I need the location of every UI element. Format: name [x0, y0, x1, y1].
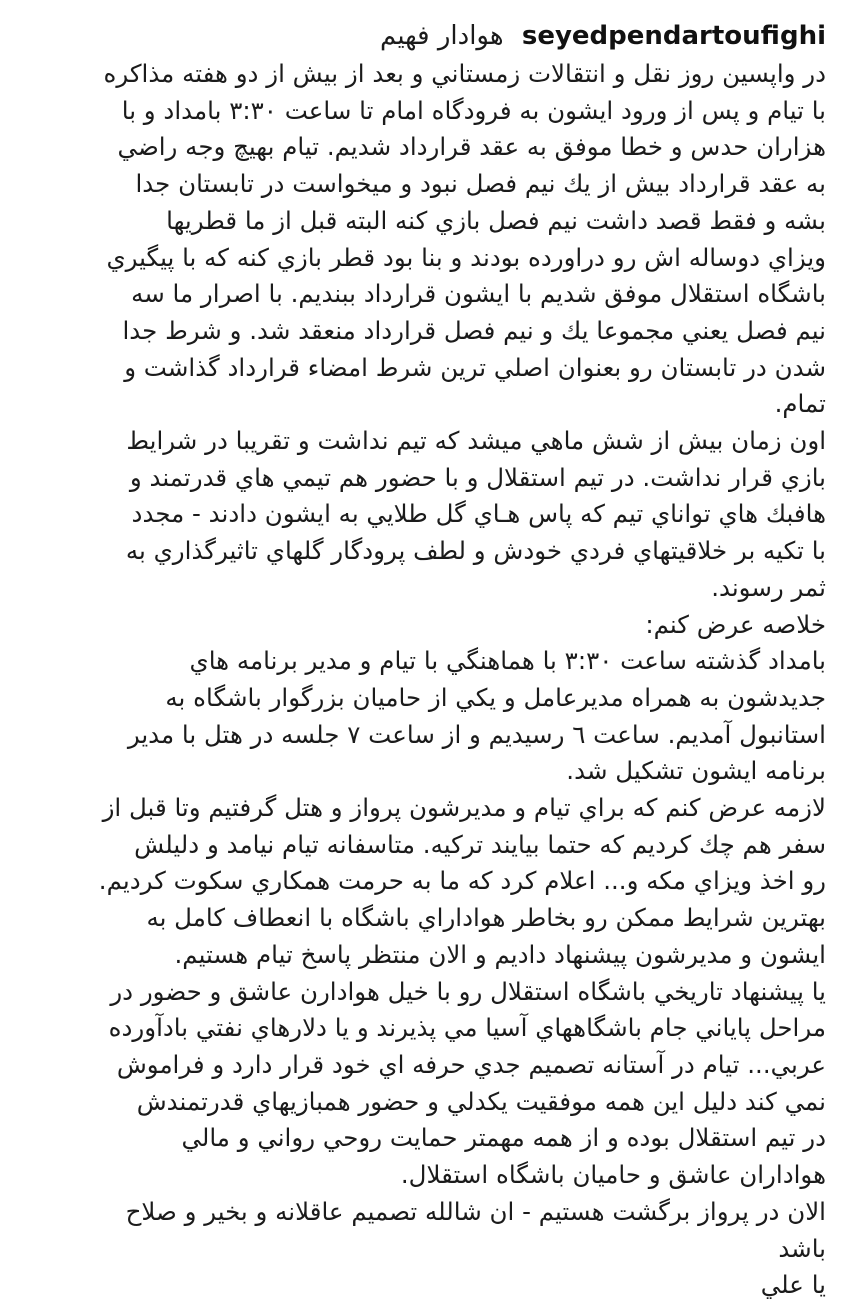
caption-first-text: هوادار فهيم: [380, 21, 504, 51]
caption-line: استانبول آمديم. ساعت ٦ رسيديم و از ساعت ٧ جلسه در هتل با مدير: [127, 719, 826, 749]
caption-line: عربي... تيام در آستانه تصميم جدي حرفه اي خود قرار دارد و فراموش: [116, 1049, 826, 1079]
caption-header: [22, 16, 826, 56]
caption-line: هزاران حدس و خطا موفق به عقد قرارداد شديم. تيام بهيچ وجه راضي: [117, 132, 826, 162]
caption-line: بهترين شرايط ممكن رو بخاطر هواداراي باشگاه با انعطاف كامل به: [146, 903, 826, 933]
caption-line: در تيم استقلال بوده و از همه مهمتر حمايت روحي رواني و مالي: [181, 1123, 826, 1153]
caption-line: ويزاي دوساله اش رو دراورده بودند و بنا بود قطر بازي كنه كه با پيگيري: [106, 242, 826, 272]
caption-line: لازمه عرض كنم كه براي تيام و مديرشون پرواز و هتل گرفتيم وتا قبل از: [102, 793, 826, 823]
caption-line: نيم فصل يعني مجموعا يك و نيم فصل قرارداد منعقد شد. و شرط جدا: [122, 315, 826, 345]
caption-line: هافبك هاي تواناي تيم كه پاس هـاي گل طلايي به ايشون دادند - مجدد: [131, 499, 826, 529]
caption-line: اون زمان بيش از شش ماهي ميشد كه تيم نداشت و تقريبا در شرايط: [126, 426, 826, 456]
username-link[interactable]: seyedpendartoufighi: [521, 21, 826, 51]
caption-line: تمام.: [774, 389, 826, 419]
post-caption: [22, 16, 826, 1304]
caption-line: با تيام و پس از ورود ايشون به فرودگاه امام تا ساعت ٣:٣٠ بامداد و با: [121, 95, 826, 125]
caption-line: يا پيشنهاد تاريخي باشگاه استقلال رو با خيل هوادارن عاشق و حضور در: [110, 976, 826, 1006]
caption-line: باشگاه استقلال موفق شديم با ايشون قرارداد ببنديم. با اصرار ما سه: [131, 279, 826, 309]
caption-line: نمي كند دليل اين همه موفقيت يكدلي و حضور همبازيهاي قدرتمندش: [136, 1086, 826, 1116]
caption-line: مراحل پاياني جام باشگاههاي آسيا مي پذيرند و يا دلارهاي نفتي بادآورده: [108, 1013, 826, 1043]
caption-line: سفر هم چك كرديم كه حتما بيايند تركيه. متاسفانه تيام نيامد و دليلش: [134, 829, 826, 859]
caption-line: به عقد قرارداد بيش از يك نيم فصل نبود و ميخواست در تابستان جدا: [135, 169, 826, 199]
caption-line: برنامه ايشون تشكيل شد.: [566, 756, 826, 786]
caption-line: شدن در تابستان رو بعنوان اصلي ترين شرط امضاء قرارداد گذاشت و: [124, 352, 826, 382]
caption-line: با تكيه بر خلاقيتهاي فردي خودش و لطف پرودگار گلهاي تاثيرگذاري به: [125, 536, 826, 566]
caption-line: رو اخذ ويزاي مكه و... اعلام كرد كه ما به حرمت همكاري سكوت كرديم.: [98, 866, 826, 896]
caption-line: بشه و فقط قصد داشت نيم فصل بازي كنه البته قبل از ما قطريها: [166, 205, 826, 235]
caption-line: خلاصه عرض كنم:: [645, 609, 826, 639]
caption-line: در واپسين روز نقل و انتقالات زمستاني و بعد از بيش از دو هفته مذاكره: [103, 59, 826, 88]
caption-line: ثمر رسوند.: [711, 572, 826, 602]
caption-line: باشد: [778, 1233, 826, 1263]
caption-line: هواداران عاشق و حاميان باشگاه استقلال.: [400, 1160, 826, 1190]
caption-line: ايشون و مديرشون پيشنهاد داديم و الان منتظر پاسخ تيام هستيم.: [174, 939, 826, 969]
caption-line: بازي قرار نداشت. در تيم استقلال و با حضور هم تيمي هاي قدرتمند و: [129, 462, 826, 492]
caption-line: الان در پرواز برگشت هستيم - ان شالله تصميم عاقلانه و بخير و صلاح: [125, 1196, 826, 1226]
caption-line: يا علي: [760, 1270, 826, 1300]
caption-line: بامداد گذشته ساعت ٣:٣٠ با هماهنگي با تيام و مدير برنامه هاي: [189, 646, 826, 676]
caption-line: جديدشون به همراه مديرعامل و يكي از حاميان بزرگوار باشگاه به: [165, 682, 826, 712]
